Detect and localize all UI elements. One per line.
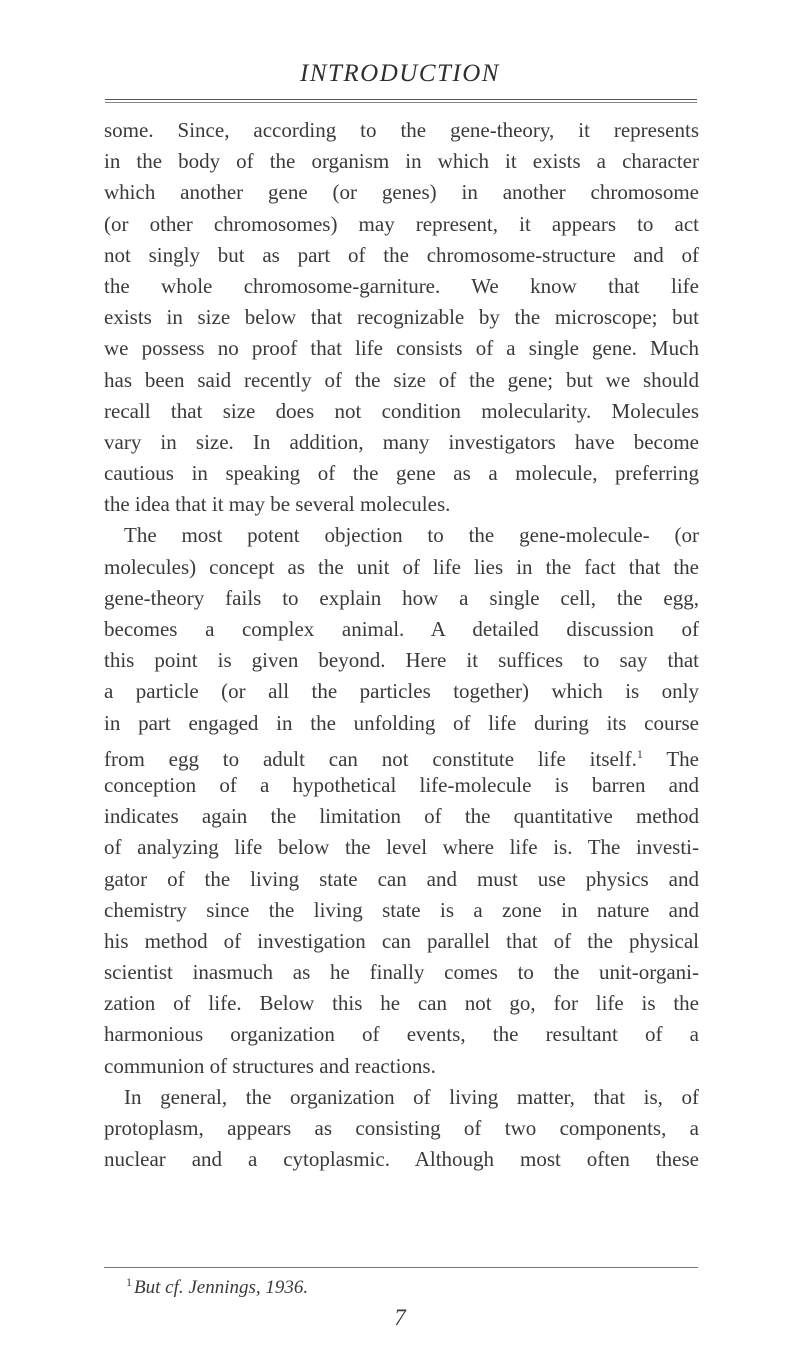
- text-line: (or other chromosomes) may represent, it appears to act: [104, 211, 699, 236]
- header-rule: [105, 99, 697, 100]
- footnote-marker: 1: [126, 1275, 132, 1289]
- text-line: nuclear and a cytoplasmic. Although most often these: [104, 1147, 699, 1172]
- text-line: exists in size below that recognizable by the microscope; but: [104, 305, 699, 330]
- text-line: this point is given beyond. Here it suffices to say that: [104, 648, 699, 673]
- header-rule-secondary: [105, 102, 697, 103]
- text-line: has been said recently of the size of the gene; but we should: [104, 367, 699, 392]
- text-line-with-footnote-ref: [104, 739, 699, 770]
- text-line-start: from egg to adult can not constitute life itself.: [104, 746, 637, 771]
- text-line: harmonious organization of events, the resultant of a: [104, 1022, 699, 1047]
- text-line: the whole chromosome-garniture. We know that life: [104, 273, 699, 298]
- text-line: his method of investigation can parallel that of the physical: [104, 928, 699, 953]
- text-line-end: The: [642, 746, 699, 771]
- footnote-ref[interactable]: 1: [636, 746, 643, 761]
- text-line: indicates again the limitation of the quantitative method: [104, 804, 699, 829]
- text-line: communion of structures and reactions.: [104, 1053, 436, 1078]
- text-line: gator of the living state can and must use physics and: [104, 866, 699, 891]
- text-line: In general, the organization of living matter, that is, of: [124, 1084, 699, 1109]
- text-line: vary in size. In addition, many investigators have become: [104, 429, 699, 454]
- text-line: recall that size does not condition molecularity. Molecules: [104, 398, 699, 423]
- text-line: gene-theory fails to explain how a single cell, the egg,: [104, 585, 699, 610]
- text-line: in part engaged in the unfolding of life during its course: [104, 710, 699, 735]
- text-line: becomes a complex animal. A detailed discussion of: [104, 617, 699, 641]
- text-line: in the body of the organism in which it exists a character: [104, 149, 699, 174]
- footnote-rule: [104, 1267, 698, 1268]
- text-line: which another gene (or genes) in another chromosome: [104, 180, 699, 205]
- text-line: we possess no proof that life consists of a single gene. Much: [104, 336, 699, 361]
- running-head: INTRODUCTION: [300, 60, 500, 87]
- text-line: not singly but as part of the chromosome-structure and of: [104, 242, 699, 267]
- text-line: some. Since, according to the gene-theory, it represents: [104, 118, 699, 142]
- text-line: molecules) concept as the unit of life lies in the fact that the: [104, 554, 699, 579]
- footnote-text: But cf. Jennings, 1936.: [134, 1277, 309, 1298]
- text-line: The most potent objection to the gene-molecule- (or: [124, 523, 699, 548]
- text-line: cautious in speaking of the gene as a molecule, preferring: [104, 461, 699, 486]
- page-number: 7: [394, 1305, 406, 1330]
- text-line: of analyzing life below the level where life is. The investi-: [104, 835, 699, 860]
- text-line: conception of a hypothetical life-molecule is barren and: [104, 772, 699, 797]
- body-text: [104, 115, 699, 1175]
- text-line: chemistry since the living state is a zone in nature and: [104, 897, 699, 922]
- text-line: protoplasm, appears as consisting of two components, a: [104, 1116, 699, 1140]
- text-line: a particle (or all the particles together) which is only: [104, 679, 699, 704]
- text-line: the idea that it may be several molecules.: [104, 492, 451, 517]
- text-line: scientist inasmuch as he finally comes to the unit-organi-: [104, 960, 699, 985]
- footnote: [126, 1275, 308, 1299]
- text-line: zation of life. Below this he can not go, for life is the: [104, 991, 699, 1016]
